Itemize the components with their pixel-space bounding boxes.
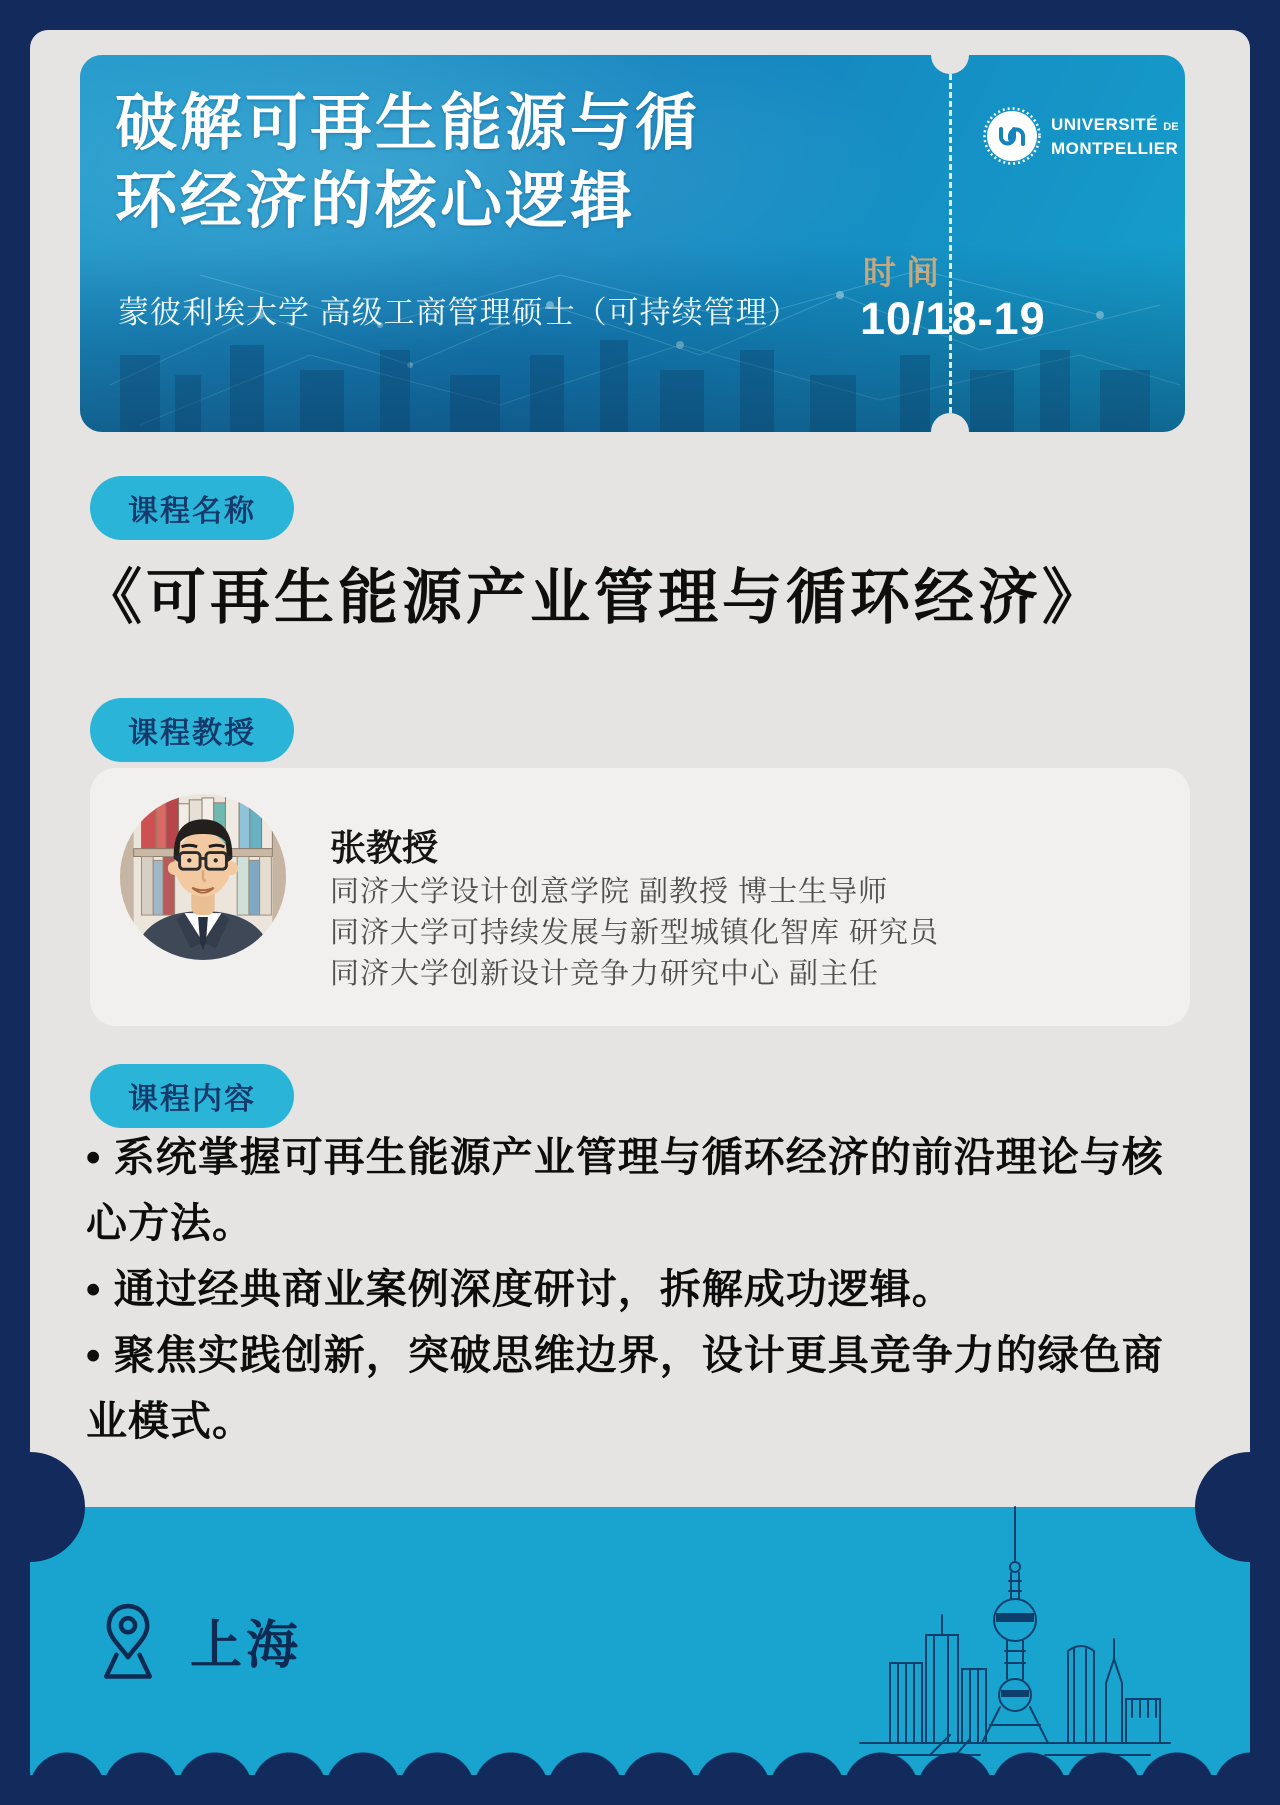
university-logo-text: [1051, 114, 1179, 159]
badge-course-content: 课程内容: [90, 1064, 294, 1128]
professor-avatar: [120, 794, 286, 960]
course-content-bullet: • 系统掌握可再生能源产业管理与循环经济的前沿理论与核心方法。: [86, 1134, 1164, 1246]
banner-title-line1: 破解可再生能源与循: [115, 89, 701, 158]
professor-title-line: 同济大学可持续发展与新型城镇化智库 研究员: [330, 917, 940, 949]
ticket-perforation-line: [949, 65, 952, 422]
professor-card: [90, 768, 1190, 1026]
shanghai-skyline-art: [830, 1503, 1190, 1771]
university-logo-icon: [983, 107, 1041, 165]
banner-title-line2: 环经济的核心逻辑: [115, 167, 636, 236]
course-title: 《可再生能源产业管理与循环经济》: [82, 564, 1106, 631]
footer-band: [30, 1507, 1250, 1775]
professor-title-line: 同济大学创新设计竞争力研究中心 副主任: [330, 958, 880, 990]
header-banner: [80, 55, 1185, 432]
logo-line1: UNIVERSITÉ: [1051, 114, 1164, 134]
professor-name: 张教授: [330, 827, 439, 868]
professor-titles: [330, 872, 939, 995]
time-value: 10/18-19: [860, 293, 1046, 344]
banner-title: [115, 85, 700, 241]
banner-subtitle: 蒙彼利埃大学 高级工商管理硕士（可持续管理）: [118, 295, 800, 330]
logo-line1-small: DE: [1163, 120, 1179, 133]
time-label: 时间: [863, 254, 949, 291]
scalloped-bottom-edge: [30, 1748, 1250, 1805]
location-pin-icon: [96, 1595, 160, 1685]
course-content-bullet: • 聚焦实践创新，突破思维边界，设计更具竞争力的绿色商业模式。: [86, 1332, 1164, 1444]
location-label: 上海: [190, 1616, 303, 1675]
professor-avatar-illustration: [120, 794, 286, 960]
course-content-bullet: • 通过经典商业案例深度研讨，拆解成功逻辑。: [86, 1266, 954, 1312]
badge-professor: 课程教授: [90, 698, 294, 762]
professor-title-line: 同济大学设计创意学院 副教授 博士生导师: [330, 876, 889, 908]
course-content-list: [86, 1124, 1202, 1454]
university-logo: [983, 107, 1179, 165]
logo-line2: MONTPELLIER: [1051, 138, 1179, 158]
badge-course-name: 课程名称: [90, 476, 294, 540]
location: [96, 1595, 302, 1685]
